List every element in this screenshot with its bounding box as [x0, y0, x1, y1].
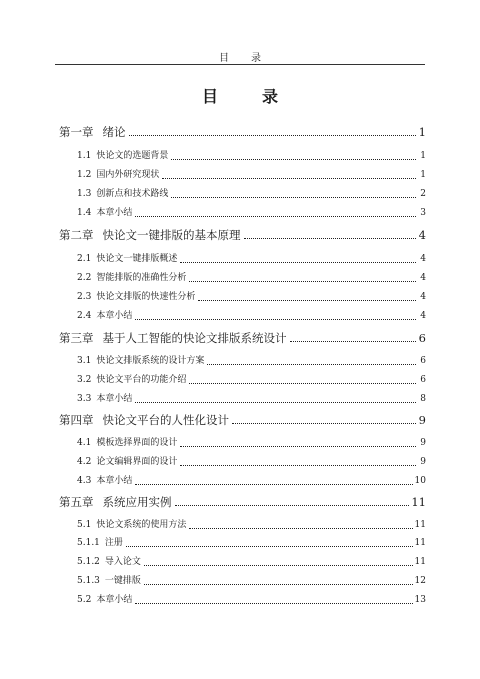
dot-leader	[290, 341, 417, 342]
toc-section-entry[interactable]	[77, 352, 426, 368]
toc-entry-page: 4	[420, 292, 426, 302]
toc-entry-title: 注册	[104, 538, 123, 548]
toc-entry-number: 1.4	[77, 208, 92, 218]
dot-leader	[180, 465, 416, 466]
toc-section-entry[interactable]	[77, 572, 426, 588]
dot-leader	[135, 319, 416, 320]
toc-entry-title: 本章小结	[96, 476, 133, 486]
toc-entry-page: 11	[414, 557, 426, 567]
running-header: 目 录	[219, 53, 267, 64]
toc-entry-title: 快论文一键排版的基本原理	[102, 228, 241, 242]
toc-entry-title: 绪论	[102, 125, 126, 139]
toc-entry-title: 快论文平台的人性化设计	[102, 413, 229, 427]
toc-entry-number: 3.1	[77, 356, 92, 366]
toc-entry-title: 快论文排版的快速性分析	[96, 292, 196, 302]
dot-leader	[232, 423, 416, 424]
toc-entry-number: 1.2	[77, 170, 92, 180]
toc-section-entry[interactable]	[77, 516, 426, 532]
toc-entry-title: 基于人工智能的快论文排版系统设计	[102, 331, 287, 345]
dot-leader	[171, 159, 416, 160]
dot-leader	[189, 528, 412, 529]
toc-title: 目 录	[201, 87, 292, 106]
toc-section-entry[interactable]	[77, 434, 426, 450]
toc-entry-page: 9	[420, 457, 426, 467]
toc-entry-number: 5.1.1	[77, 538, 100, 548]
toc-section-entry[interactable]	[77, 147, 426, 163]
toc-entry-page: 4	[420, 311, 426, 321]
toc-entry-page: 11	[414, 520, 426, 530]
toc-entry-title: 快论文排版系统的设计方案	[96, 356, 205, 366]
dot-leader	[244, 238, 417, 239]
toc-entry-title: 本章小结	[96, 208, 133, 218]
toc-entry-page: 4	[420, 273, 426, 283]
toc-entry-title: 快论文平台的功能介绍	[96, 375, 187, 385]
toc-section-entry[interactable]	[77, 166, 426, 182]
dot-leader	[144, 565, 413, 566]
toc-entry-title: 系统应用实例	[102, 495, 172, 509]
toc-entry-number: 2.1	[77, 254, 92, 264]
dot-leader	[175, 505, 410, 506]
dot-leader	[207, 364, 416, 365]
toc-entry-page: 10	[414, 476, 426, 486]
dot-leader	[189, 383, 416, 384]
dot-leader	[135, 216, 416, 217]
toc-entry-title: 智能排版的准确性分析	[96, 273, 187, 283]
toc-entry-number: 5.1.3	[77, 576, 100, 586]
dot-leader	[180, 446, 416, 447]
toc-entry-number: 5.1.2	[77, 557, 100, 567]
toc-entry-title: 本章小结	[96, 394, 133, 404]
toc-entry-title: 创新点和技术路线	[96, 189, 169, 199]
toc-entry-title: 一键排版	[104, 576, 141, 586]
dot-leader	[135, 402, 416, 403]
toc-section-entry[interactable]	[77, 534, 426, 550]
toc-entry-number: 2.3	[77, 292, 92, 302]
toc-section-entry[interactable]	[77, 453, 426, 469]
toc-entry-number: 3.2	[77, 375, 92, 385]
toc-entry-page: 8	[420, 394, 426, 404]
dot-leader	[162, 178, 416, 179]
toc-entry-title: 国内外研究现状	[96, 170, 160, 180]
toc-entry-number: 第四章	[59, 413, 94, 427]
dot-leader	[135, 603, 412, 604]
toc-entry-page: 4	[418, 228, 426, 242]
toc-entry-page: 2	[420, 189, 426, 199]
toc-chapter-entry[interactable]	[59, 226, 426, 242]
toc-entry-title: 模板选择界面的设计	[96, 438, 178, 448]
toc-section-entry[interactable]	[77, 553, 426, 569]
toc-entry-page: 9	[418, 413, 426, 427]
toc-entry-number: 第二章	[59, 228, 94, 242]
toc-entry-title: 本章小结	[96, 595, 133, 605]
toc-section-entry[interactable]	[77, 250, 426, 266]
toc-entry-number: 1.3	[77, 189, 92, 199]
toc-section-entry[interactable]	[77, 185, 426, 201]
toc-entry-number: 1.1	[77, 151, 92, 161]
toc-entry-title: 本章小结	[96, 311, 133, 321]
toc-chapter-entry[interactable]	[59, 329, 426, 345]
toc-entry-number: 5.2	[77, 595, 92, 605]
toc-entry-number: 4.2	[77, 457, 92, 467]
dot-leader	[135, 484, 412, 485]
toc-entry-page: 3	[420, 208, 426, 218]
toc-chapter-entry[interactable]	[59, 123, 426, 139]
toc-entry-number: 3.3	[77, 394, 92, 404]
toc-entry-number: 第五章	[59, 495, 94, 509]
toc-entry-number: 2.4	[77, 311, 92, 321]
toc-chapter-entry[interactable]	[59, 411, 426, 427]
toc-entry-page: 6	[418, 331, 426, 345]
toc-section-entry[interactable]	[77, 288, 426, 304]
dot-leader	[171, 197, 416, 198]
dot-leader	[180, 262, 416, 263]
toc-entry-number: 5.1	[77, 520, 92, 530]
toc-entry-number: 第一章	[59, 125, 94, 139]
toc-section-entry[interactable]	[77, 269, 426, 285]
dot-leader	[144, 584, 413, 585]
toc-section-entry[interactable]	[77, 390, 426, 406]
toc-entry-title: 论文编辑界面的设计	[96, 457, 178, 467]
toc-chapter-entry[interactable]	[59, 493, 426, 509]
toc-entry-page: 11	[411, 495, 426, 509]
toc-entry-page: 6	[420, 375, 426, 385]
toc-section-entry[interactable]	[77, 307, 426, 323]
toc-section-entry[interactable]	[77, 472, 426, 488]
toc-entry-page: 6	[420, 356, 426, 366]
toc-entry-title: 快论文的选题背景	[96, 151, 169, 161]
toc-entry-page: 11	[414, 538, 426, 548]
toc-entry-title: 快论文系统的使用方法	[96, 520, 187, 530]
dot-leader	[189, 281, 416, 282]
toc-entry-number: 4.3	[77, 476, 92, 486]
toc-section-entry[interactable]	[77, 204, 426, 220]
toc-entry-number: 2.2	[77, 273, 92, 283]
toc-entry-page: 4	[420, 254, 426, 264]
toc-entry-page: 1	[420, 151, 426, 161]
dot-leader	[126, 546, 413, 547]
toc-entry-number: 第三章	[59, 331, 94, 345]
toc-entry-page: 1	[418, 125, 426, 139]
toc-entry-page: 9	[420, 438, 426, 448]
toc-entry-title: 快论文一键排版概述	[96, 254, 178, 264]
dot-leader	[198, 300, 416, 301]
toc-entry-page: 13	[414, 595, 426, 605]
toc-section-entry[interactable]	[77, 371, 426, 387]
toc-entry-page: 1	[420, 170, 426, 180]
toc-entry-number: 4.1	[77, 438, 92, 448]
dot-leader	[129, 135, 417, 136]
toc-entry-title: 导入论文	[104, 557, 141, 567]
toc-section-entry[interactable]	[77, 591, 426, 607]
toc-entry-page: 12	[414, 576, 426, 586]
